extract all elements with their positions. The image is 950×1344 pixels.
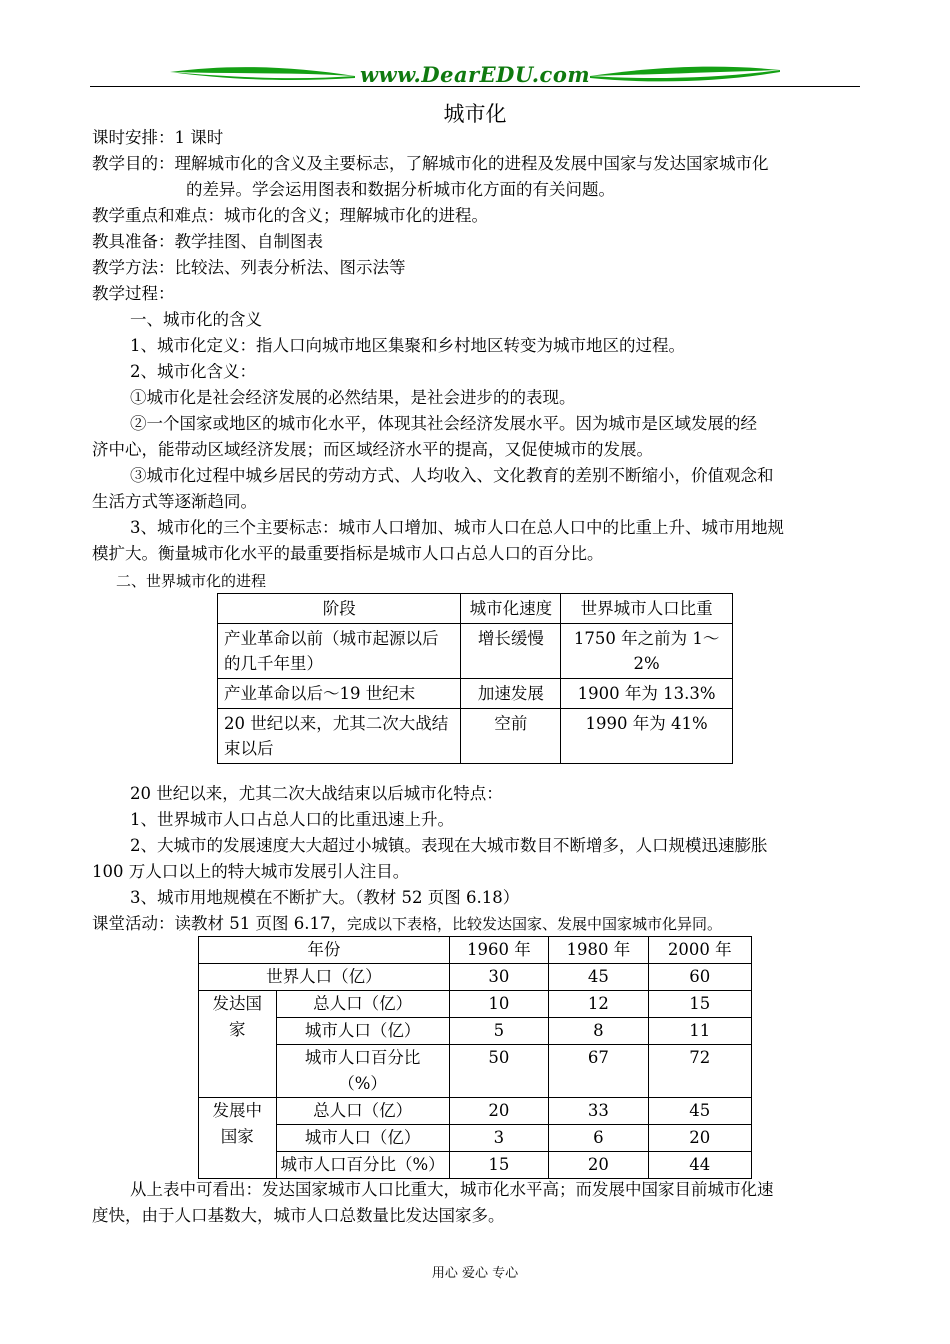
table-header-cell: 1980 年 [549, 937, 648, 964]
table-row [218, 709, 733, 764]
text-line: 1、世界城市人口占总人口的比重迅速上升。 [130, 810, 454, 829]
text-line: 3、城市用地规模在不断扩大。（教材 52 页图 6.18） [130, 888, 520, 907]
text-line: ②一个国家或地区的城市化水平，体现其社会经济发展水平。因为城市是区域发展的经 [130, 414, 757, 433]
table-cell: 20 [648, 1125, 751, 1152]
table-cell: 15 [449, 1152, 548, 1179]
header-rule [90, 86, 860, 87]
text-line: 1、城市化定义：指人口向城市地区集聚和乡村地区转变为城市地区的过程。 [130, 336, 685, 355]
text-line: 的差异。学会运用图表和数据分析城市化方面的有关问题。 [186, 180, 615, 199]
section-heading: 二、世界城市化的进程 [116, 572, 267, 590]
site-logo-text: www.DearEDU.com [359, 62, 591, 87]
text-line: 2、城市化含义： [130, 362, 256, 381]
table-cell: 44 [648, 1152, 751, 1179]
text-line: ①城市化是社会经济发展的必然结果，是社会进步的的表现。 [130, 388, 576, 407]
table-cell: 30 [449, 964, 548, 991]
table-cell: 45 [648, 1098, 751, 1125]
table-row [199, 1018, 752, 1045]
text-line: 教学方法：比较法、列表分析法、图示法等 [92, 258, 406, 277]
table-cell: 城市人口（亿） [276, 1125, 449, 1152]
table-row [199, 1098, 752, 1125]
table-cell: 72 [648, 1045, 751, 1098]
table-row [199, 964, 752, 991]
table-row [199, 1152, 752, 1179]
table-cell: 11 [648, 1018, 751, 1045]
table-cell: 产业革命以后～19 世纪末 [218, 679, 461, 709]
table-cell: 45 [549, 964, 648, 991]
table-cell: 总人口（亿） [276, 1098, 449, 1125]
text-line: 济中心，能带动区域经济发展；而区域经济水平的提高，又促使城市的发展。 [92, 440, 653, 459]
activity-label: 课堂活动：读教材 51 页图 6.17， [92, 914, 347, 933]
table-cell: 6 [549, 1125, 648, 1152]
table-row [199, 1045, 752, 1098]
table-header-cell: 阶段 [218, 594, 461, 624]
table-cell: 空前 [461, 709, 561, 764]
table-cell: 8 [549, 1018, 648, 1045]
table-cell: 5 [449, 1018, 548, 1045]
section-heading: 一、城市化的含义 [130, 310, 262, 329]
table-header-cell: 2000 年 [648, 937, 751, 964]
table-cell: 城市人口百分比（%） [276, 1152, 449, 1179]
table-header-cell: 城市化速度 [461, 594, 561, 624]
table-cell: 20 [549, 1152, 648, 1179]
table-group-cell: 发展中国家 [199, 1098, 277, 1179]
table-cell: 1990 年为 41% [561, 709, 733, 764]
text-line: 20 世纪以来，尤其二次大战结束以后城市化特点： [130, 784, 503, 803]
table-cell: 33 [549, 1098, 648, 1125]
table-cell: 12 [549, 991, 648, 1018]
text-line: 教具准备：教学挂图、自制图表 [92, 232, 323, 251]
text-line: 生活方式等逐渐趋同。 [92, 492, 257, 511]
page-footer: 用心 爱心 专心 [431, 1266, 519, 1281]
text-line: 模扩大。衡量城市化水平的最重要指标是城市人口占总人口的百分比。 [92, 544, 604, 563]
table-cell: 50 [449, 1045, 548, 1098]
table-cell: 总人口（亿） [276, 991, 449, 1018]
text-line: 教学过程： [92, 284, 175, 303]
text-line: 教学重点和难点：城市化的含义；理解城市化的进程。 [92, 206, 488, 225]
table-cell: 1750 年之前为 1～2% [561, 624, 733, 679]
text-line: 100 万人口以上的特大城市发展引人注目。 [92, 862, 410, 881]
table-header-cell: 世界城市人口比重 [561, 594, 733, 624]
table-row [199, 991, 752, 1018]
urbanization-stages-table [217, 593, 733, 764]
table-cell: 67 [549, 1045, 648, 1098]
table-header-cell: 1960 年 [449, 937, 548, 964]
text-line: 从上表中可看出：发达国家城市人口比重大，城市化水平高；而发展中国家目前城市化速 [130, 1180, 774, 1199]
table-cell: 3 [449, 1125, 548, 1152]
table-cell: 60 [648, 964, 751, 991]
text-line: 3、城市化的三个主要标志：城市人口增加、城市人口在总人口中的比重上升、城市用地规 [130, 518, 784, 537]
text-line: 课时安排：1 课时 [92, 128, 224, 147]
text-line: 2、大城市的发展速度大大超过小城镇。表现在大城市数目不断增多，人口规模迅速膨胀 [130, 836, 768, 855]
text-line: ③城市化过程中城乡居民的劳动方式、人均收入、文化教育的差别不断缩小，价值观念和 [130, 466, 774, 485]
table-cell: 15 [648, 991, 751, 1018]
table-cell: 1900 年为 13.3% [561, 679, 733, 709]
table-header-row [199, 937, 752, 964]
table-row [199, 1125, 752, 1152]
table-cell: 20 [449, 1098, 548, 1125]
text-line: 教学目的：理解城市化的含义及主要标志，了解城市化的进程及发展中国家与发达国家城市化 [92, 154, 769, 173]
table-header-cell: 年份 [199, 937, 450, 964]
text-line: 度快，由于人口基数大，城市人口总数量比发达国家多。 [92, 1206, 505, 1225]
table-cell: 加速发展 [461, 679, 561, 709]
page-title: 城市化 [443, 102, 507, 126]
table-row [218, 624, 733, 679]
table-cell: 世界人口（亿） [199, 964, 450, 991]
table-cell: 10 [449, 991, 548, 1018]
activity-instruction: 完成以下表格，比较发达国家、发展中国家城市化异同。 [346, 915, 722, 933]
table-cell: 城市人口百分比（%） [276, 1045, 449, 1098]
text-line [92, 911, 722, 937]
table-cell: 20 世纪以来，尤其二次大战结束以后 [218, 709, 461, 764]
table-cell: 增长缓慢 [461, 624, 561, 679]
table-row [218, 679, 733, 709]
table-header-row [218, 594, 733, 624]
table-cell: 城市人口（亿） [276, 1018, 449, 1045]
table-cell: 产业革命以前（城市起源以后的几千年里） [218, 624, 461, 679]
urban-population-table [198, 936, 752, 1179]
table-group-cell: 发达国家 [199, 991, 277, 1098]
